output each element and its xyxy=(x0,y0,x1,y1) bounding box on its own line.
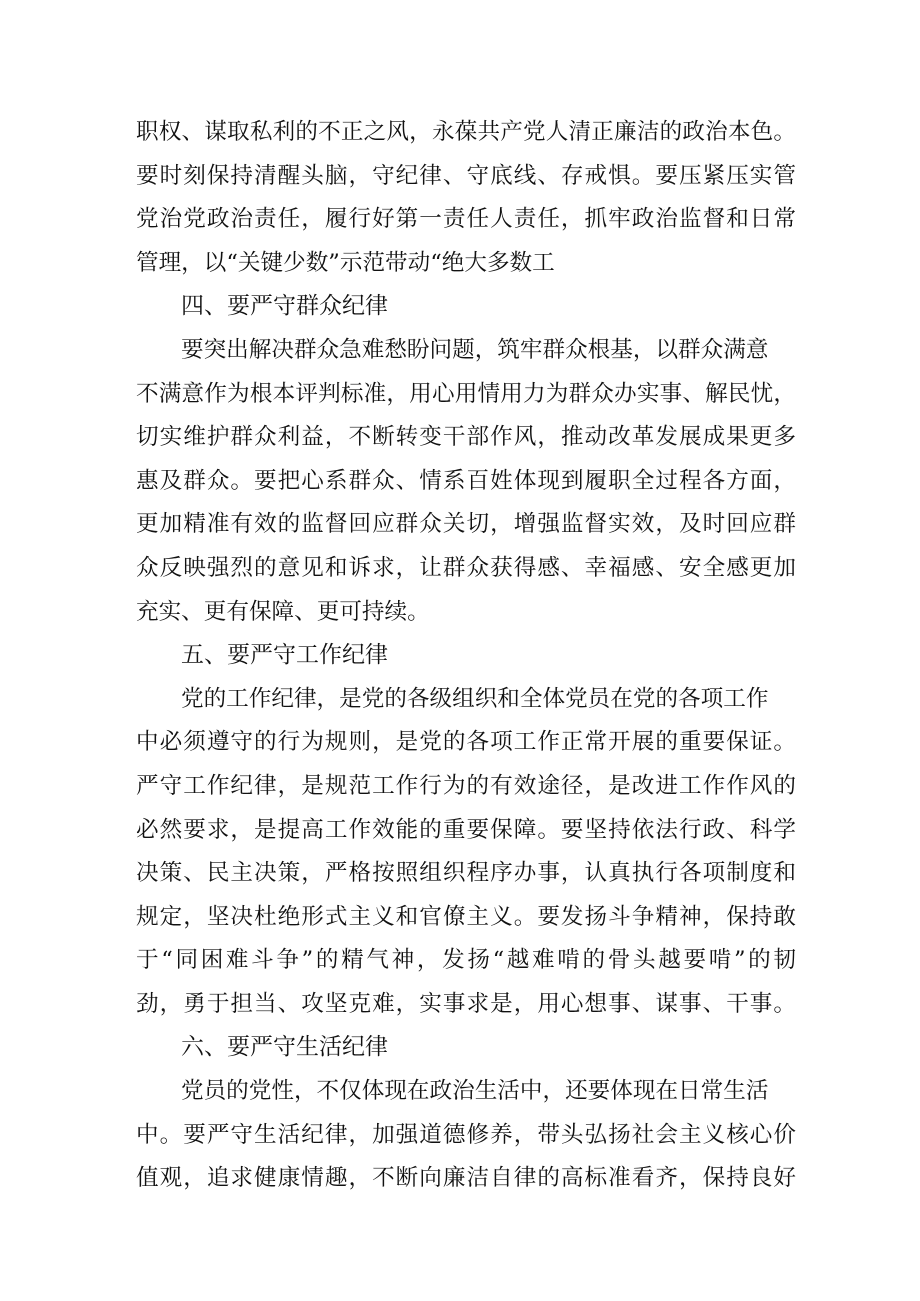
text-line: 决策、民主决策，严格按照组织程序办事，认真执行各项制度和 xyxy=(136,860,796,887)
text-line: 党的工作纪律，是党的各级组织和全体党员在党的各项工作 xyxy=(181,685,769,712)
text-line: 党治党政治责任，履行好第一责任人责任，抓牢政治监督和日常 xyxy=(136,206,796,233)
section-5-paragraph xyxy=(136,678,796,1027)
text-line: 充实、更有保障、更可持续。 xyxy=(136,598,430,625)
text-line: 党员的党性，不仅体现在政治生活中，还要体现在日常生活 xyxy=(181,1078,769,1105)
text-line: 管理，以“关键少数”示范带动“绝大多数工 xyxy=(136,249,555,276)
text-line: 劲，勇于担当、攻坚克难，实事求是，用心想事、谋事、干事。 xyxy=(136,990,796,1017)
section-4-paragraph xyxy=(136,329,796,634)
text-line: 严守工作纪律，是规范工作行为的有效途径，是改进工作作风的 xyxy=(136,772,796,799)
text-line: 众反映强烈的意见和诉求，让群众获得感、幸福感、安全感更加 xyxy=(136,554,796,581)
text-line: 值观，追求健康情趣，不断向廉洁自律的高标准看齐，保持良好 xyxy=(136,1165,796,1192)
text-line: 更加精准有效的监督回应群众关切，增强监督实效，及时回应群 xyxy=(136,511,796,538)
document-body xyxy=(136,111,796,1201)
text-line: 于“同困难斗争”的精气神，发扬“越难啃的骨头越要啃”的韧 xyxy=(136,947,796,974)
intro-paragraph xyxy=(136,111,796,285)
text-line: 要时刻保持清醒头脑，守纪律、守底线、存戒惧。要压紧压实管 xyxy=(136,162,796,189)
text-line: 不满意作为根本评判标准，用心用情用力为群众办实事、解民忧， xyxy=(136,380,796,407)
text-line: 切实维护群众利益，不断转变干部作风，推动改革发展成果更多 xyxy=(136,424,796,451)
section-heading-5: 五、要严守工作纪律 xyxy=(181,642,388,669)
text-line: 中。要严守生活纪律，加强道德修养，带头弘扬社会主义核心价 xyxy=(136,1121,796,1148)
section-heading-4: 四、要严守群众纪律 xyxy=(181,293,388,320)
text-line: 中必须遵守的行为规则，是党的各项工作正常开展的重要保证。 xyxy=(136,729,796,756)
text-line: 规定，坚决杜绝形式主义和官僚主义。要发扬斗争精神，保持敢 xyxy=(136,903,796,930)
text-line: 要突出解决群众急难愁盼问题，筑牢群众根基，以群众满意 xyxy=(181,336,769,363)
text-line: 职权、谋取私利的不正之风，永葆共产党人清正廉洁的政治本色。 xyxy=(136,119,796,145)
section-6-paragraph xyxy=(136,1070,796,1201)
text-line: 必然要求，是提高工作效能的重要保障。要坚持依法行政、科学 xyxy=(136,816,796,843)
text-line: 惠及群众。要把心系群众、情系百姓体现到履职全过程各方面， xyxy=(136,467,796,494)
section-heading-6: 六、要严守生活纪律 xyxy=(181,1034,388,1061)
